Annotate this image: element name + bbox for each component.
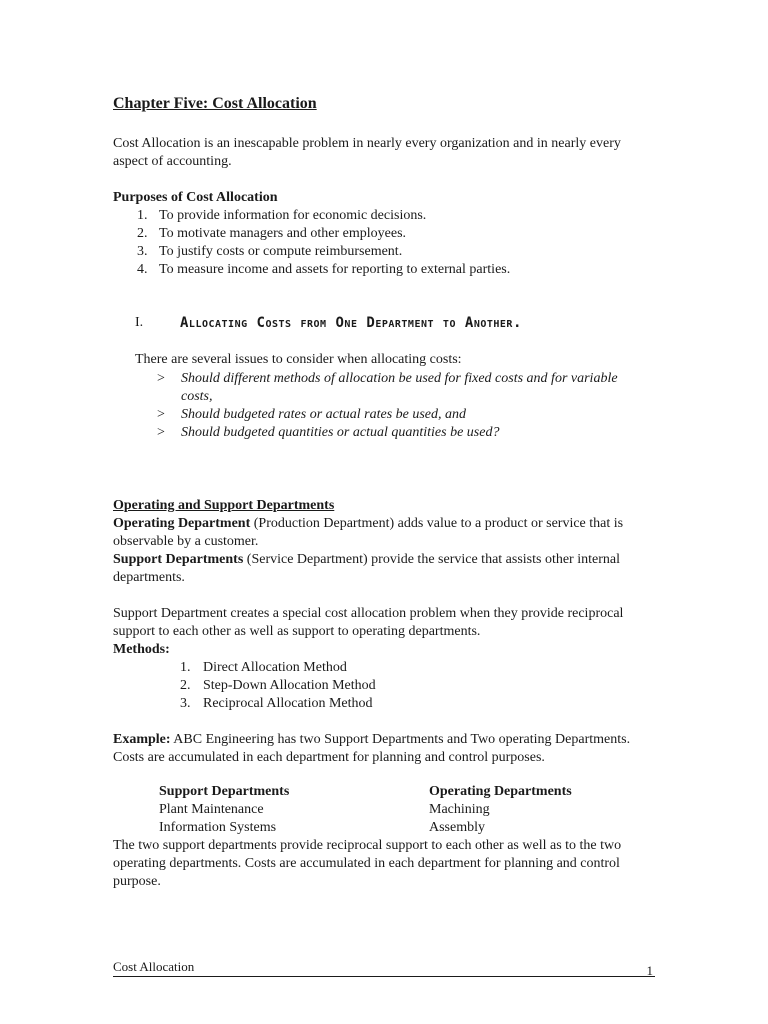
intro-paragraph: Cost Allocation is an inescapable problem in nearly every organization and in nearly every aspect of accounting. (113, 136, 621, 169)
page-number: 1 (646, 963, 653, 978)
section-title: Allocating Costs from One Department to Another. (180, 315, 522, 331)
section-number: I. (135, 315, 144, 330)
footer-title: Cost Allocation (113, 959, 195, 974)
support-definition: Support Departments (Service Department) provide the service that assists other internal departments. (113, 552, 620, 585)
list-item: 4. To measure income and assets for reporting to external parties. (137, 262, 511, 277)
list-item: 3. To justify costs or compute reimbursement. (137, 244, 403, 259)
purposes-list (113, 207, 510, 279)
list-item: 1. To provide information for economic decisions. (137, 208, 427, 223)
list-item: 1. Direct Allocation Method (180, 660, 347, 675)
methods-list (113, 659, 376, 713)
table-cell: Plant Maintenance (159, 802, 264, 817)
issues-lead: There are several issues to consider when allocating costs: (135, 352, 462, 367)
table-cell: Machining (429, 802, 490, 817)
opsupport-heading: Operating and Support Departments (113, 498, 335, 513)
issues-list (157, 370, 637, 442)
list-item: 3. Reciprocal Allocation Method (180, 696, 373, 711)
table-row (159, 801, 619, 819)
table-header-row (159, 783, 619, 801)
column-header: Support Departments (159, 784, 290, 799)
table-row (159, 819, 619, 837)
purposes-heading: Purposes of Cost Allocation (113, 190, 278, 205)
table-cell: Information Systems (159, 820, 277, 835)
closing-paragraph: The two support departments provide reciprocal support to each other as well as to the two operating departments. Costs are accumulated in each department for planning and control purpose. (113, 838, 622, 889)
page-footer (113, 958, 655, 977)
list-item: 2. To motivate managers and other employees. (137, 226, 407, 241)
support-problem-paragraph: Support Department creates a special cost allocation problem when they provide reciprocal support to each other as well as support to operating departments. (113, 606, 624, 639)
list-item: > Should budgeted quantities or actual quantities be used? (157, 425, 500, 440)
example-paragraph: Example: ABC Engineering has two Support Departments and Two operating Departments. Costs are accumulated in each department for planning and control purposes. (113, 732, 631, 765)
list-item: > Should budgeted rates or actual rates be used, and (157, 407, 467, 422)
methods-label: Methods: (113, 642, 170, 657)
table-cell: Assembly (429, 820, 485, 835)
list-item: > Should different methods of allocation be used for fixed costs and for variable costs, (157, 371, 618, 404)
departments-table (159, 783, 619, 837)
column-header: Operating Departments (429, 784, 572, 799)
list-item: 2. Step-Down Allocation Method (180, 678, 376, 693)
chapter-title: Chapter Five: Cost Allocation (113, 95, 317, 112)
operating-definition: Operating Department (Production Department) adds value to a product or service that is observable by a customer. (113, 516, 624, 549)
